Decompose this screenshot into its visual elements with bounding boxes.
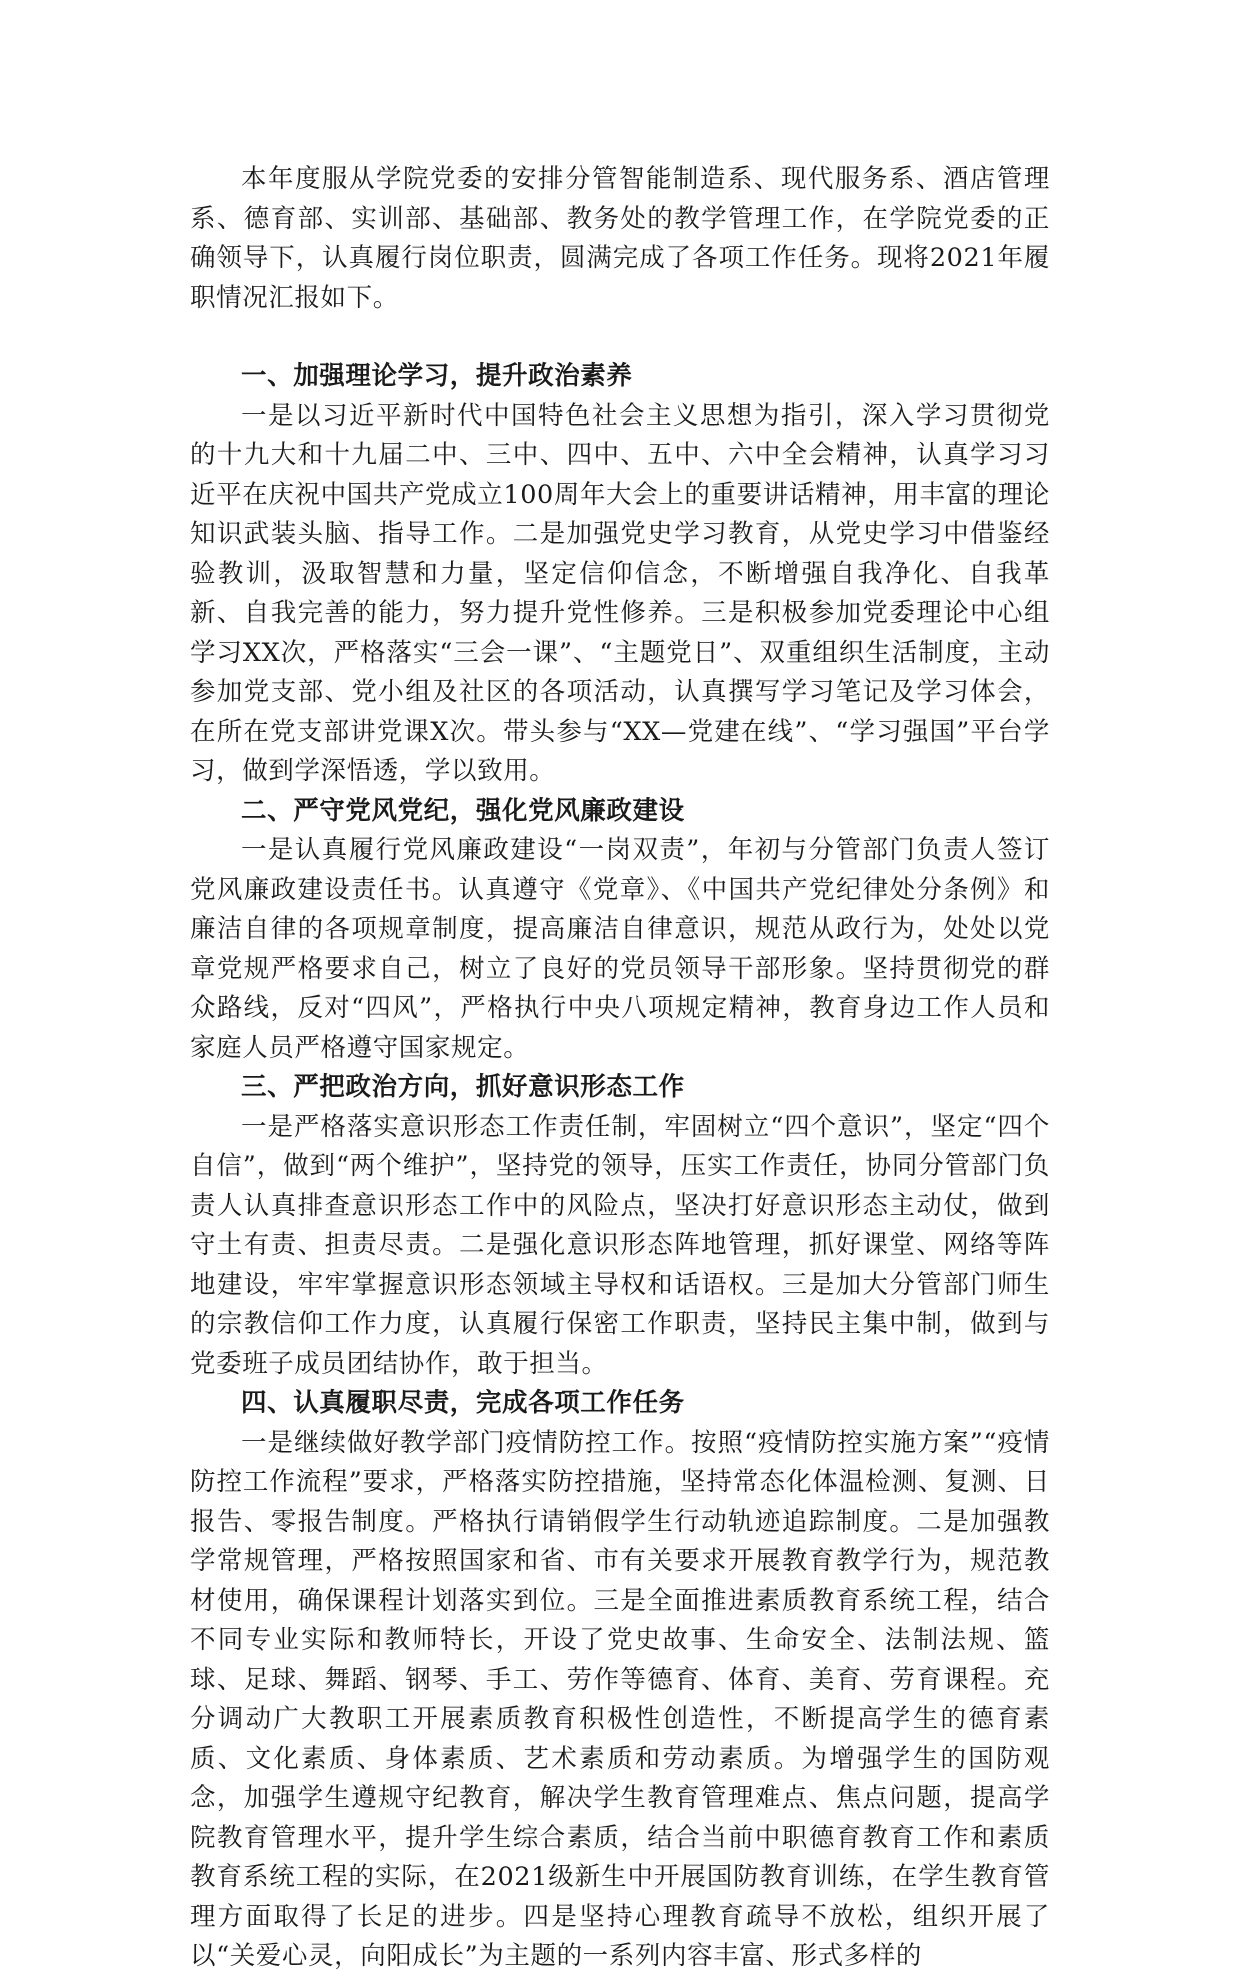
section-body: 一是继续做好教学部门疫情防控工作。按照“疫情防控实施方案”“疫情防控工作流程”要求，严格落实防控措施，坚持常态化体温检测、复测、日报告、零报告制度。严格执行请销假学生行动轨迹追踪制度。二是加强教学常规管理，严格按照国家和省、市有关要求开展教育教学行为，规范教材使用，确保课程计划落实到位。三是全面推进素质教育系统工程，结合不同专业实际和教师特长，开设了党史故事、生命安全、法制法规、篮球、足球、舞蹈、钢琴、手工、劳作等德育、体育、美育、劳育课程。充分调动广大教职工开展素质教育积极性创造性，不断提高学生的德育素质、文化素质、身体素质、艺术素质和劳动素质。为增强学生的国防观念，加强学生遵规守纪教育，解决学生教育管理难点、焦点问题，提高学院教育管理水平，提升学生综合素质，结合当前中职德育教育工作和素质教育系统工程的实际，在2021级新生中开展国防教育训练，在学生教育管理方面取得了长足的进步。四是坚持心理教育疏导不放松，组织开展了以“关爱心灵，向阳成长”为主题的一系列内容丰富、形式多样的 — [190, 1427, 1050, 1971]
section-body: 一是以习近平新时代中国特色社会主义思想为指引，深入学习贯彻党的十九大和十九届二中、三中、四中、五中、六中全会精神，认真学习习近平在庆祝中国共产党成立100周年大会上的重要讲话精神，用丰富的理论知识武装头脑、指导工作。二是加强党史学习教育，从党史学习中借鉴经验教训，汲取智慧和力量，坚定信仰信念，不断增强自我净化、自我革新、自我完善的能力，努力提升党性修养。三是积极参加党委理论中心组学习XX次，严格落实“三会一课”、“主题党日”、双重组织生活制度，主动参加党支部、党小组及社区的各项活动，认真撰写学习笔记及学习体会，在所在党支部讲党课X次。带头参与“XX—党建在线”、“学习强国”平台学习，做到学深悟透，学以致用。 — [190, 400, 1050, 786]
section-heading: 二、严守党风党纪，强化党风廉政建设 — [241, 795, 685, 826]
section-body: 一是认真履行党风廉政建设“一岗双责”，年初与分管部门负责人签订党风廉政建设责任书。认真遵守《党章》、《中国共产党纪律处分条例》和廉洁自律的各项规章制度，提高廉洁自律意识，规范从政行为，处处以党章党规严格要求自己，树立了良好的党员领导干部形象。坚持贯彻党的群众路线，反对“四风”，严格执行中央八项规定精神，教育身边工作人员和家庭人员严格遵守国家规定。 — [190, 835, 1050, 1063]
section-heading: 三、严把政治方向，抓好意识形态工作 — [241, 1072, 685, 1102]
section-heading: 四、认真履职尽责，完成各项工作任务 — [241, 1388, 685, 1418]
section-1 — [190, 357, 1050, 792]
section-2 — [190, 792, 1050, 1069]
section-heading: 一、加强理论学习，提升政治素养 — [241, 361, 633, 391]
section-3 — [190, 1068, 1050, 1384]
intro-paragraph: 本年度服从学院党委的安排分管智能制造系、现代服务系、酒店管理系、德育部、实训部、基础部、教务处的教学管理工作，在学院党委的正确领导下，认真履行岗位职责，圆满完成了各项工作任务。现将2021年履职情况汇报如下。 — [190, 164, 1050, 313]
section-4 — [190, 1384, 1050, 1977]
section-body: 一是严格落实意识形态工作责任制，牢固树立“四个意识”，坚定“四个自信”，做到“两个维护”，坚持党的领导，压实工作责任，协同分管部门负责人认真排查意识形态工作中的风险点，坚决打好意识形态主动仗，做到守土有责、担责尽责。二是强化意识形态阵地管理，抓好课堂、网络等阵地建设，牢牢掌握意识形态领域主导权和话语权。三是加大分管部门师生的宗教信仰工作力度，认真履行保密工作职责，坚持民主集中制，做到与党委班子成员团结协作，敢于担当。 — [190, 1111, 1050, 1379]
